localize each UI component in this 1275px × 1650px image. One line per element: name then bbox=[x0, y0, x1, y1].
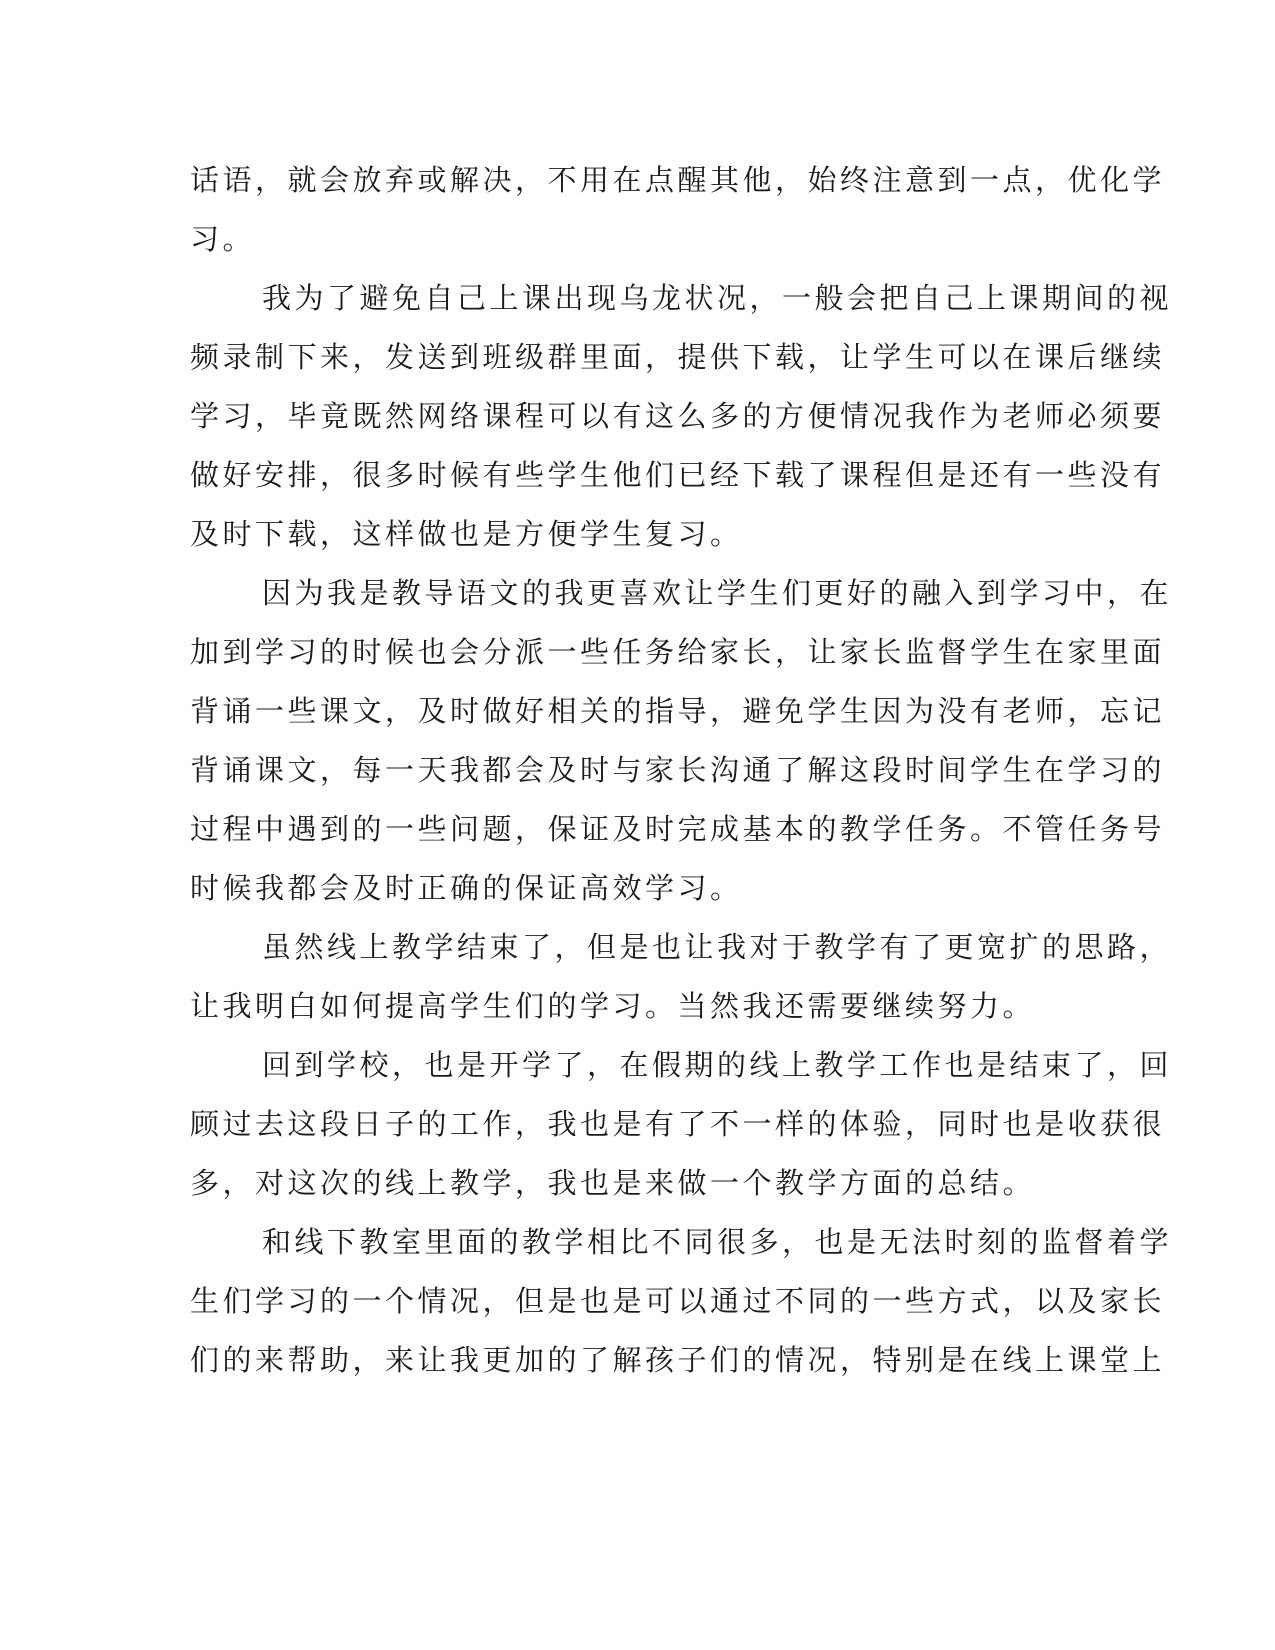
text-line: 加到学习的时候也会分派一些任务给家长，让家长监督学生在家里面 bbox=[190, 635, 1166, 669]
text-line: 学习，毕竟既然网络课程可以有这么多的方便情况我作为老师必须要 bbox=[190, 399, 1166, 433]
text-line: 们的来帮助，来让我更加的了解孩子们的情况，特别是在线上课堂上 bbox=[190, 1343, 1166, 1377]
text-line: 顾过去这段日子的工作，我也是有了不一样的体验，同时也是收获很 bbox=[190, 1107, 1166, 1141]
text-line: 话语，就会放弃或解决，不用在点醒其他，始终注意到一点，优化学 bbox=[190, 163, 1166, 197]
text-line: 过程中遇到的一些问题，保证及时完成基本的教学任务。不管任务号 bbox=[190, 812, 1166, 846]
text-line: 让我明白如何提高学生们的学习。当然我还需要继续努力。 bbox=[190, 989, 1036, 1023]
text-line: 生们学习的一个情况，但是也是可以通过不同的一些方式，以及家长 bbox=[190, 1284, 1166, 1318]
text-line: 背诵一些课文，及时做好相关的指导，避免学生因为没有老师，忘记 bbox=[190, 694, 1166, 728]
text-line: 做好安排，很多时候有些学生他们已经下载了课程但是还有一些没有 bbox=[190, 458, 1166, 492]
text-line: 时候我都会及时正确的保证高效学习。 bbox=[190, 871, 743, 905]
text-line: 及时下载，这样做也是方便学生复习。 bbox=[190, 517, 743, 551]
text-line: 背诵课文，每一天我都会及时与家长沟通了解这段时间学生在学习的 bbox=[190, 753, 1166, 787]
paragraph-first-line: 我为了避免自己上课出现乌龙状况，一般会把自己上课期间的视 bbox=[262, 281, 1173, 315]
text-line: 多，对这次的线上教学，我也是来做一个教学方面的总结。 bbox=[190, 1166, 1036, 1200]
paragraph-first-line: 因为我是教导语文的我更喜欢让学生们更好的融入到学习中，在 bbox=[262, 576, 1173, 610]
paragraph-first-line: 虽然线上教学结束了，但是也让我对于教学有了更宽扩的思路， bbox=[262, 930, 1173, 964]
text-line: 频录制下来，发送到班级群里面，提供下载，让学生可以在课后继续 bbox=[190, 340, 1166, 374]
paragraph-first-line: 和线下教室里面的教学相比不同很多，也是无法时刻的监督着学 bbox=[262, 1225, 1173, 1259]
paragraph-first-line: 回到学校，也是开学了，在假期的线上教学工作也是结束了，回 bbox=[262, 1048, 1173, 1082]
text-line: 习。 bbox=[190, 222, 256, 256]
